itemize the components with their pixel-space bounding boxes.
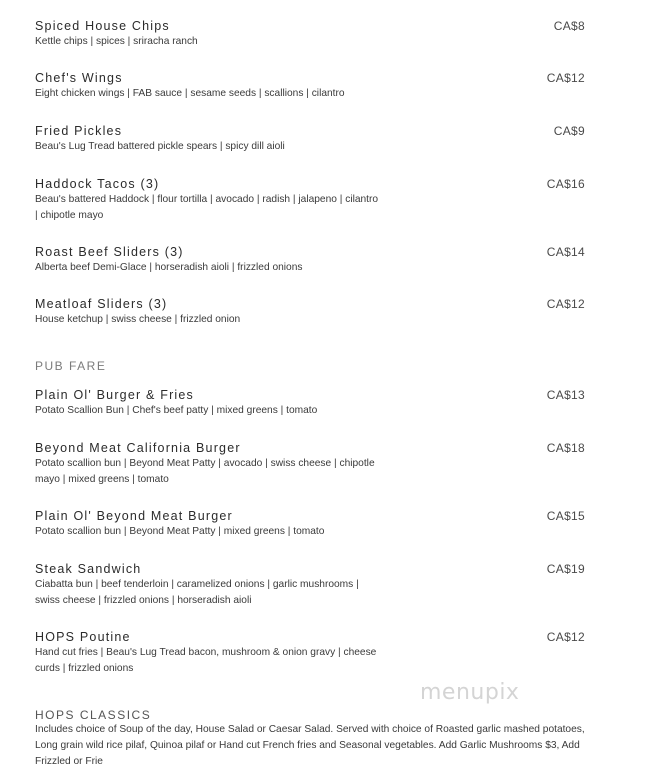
menu-item (35, 629, 595, 677)
item-description: Potato scallion bun | Beyond Meat Patty | avocado | swiss cheese | chipotle mayo | mixed greens | tomato (35, 458, 375, 485)
item-name: Fried Pickles (35, 124, 123, 138)
item-description: Potato scallion bun | Beyond Meat Patty | mixed greens | tomato (35, 526, 325, 537)
item-price: CA$18 (546, 441, 585, 455)
menu-item (35, 561, 595, 609)
menu-item (35, 440, 595, 488)
item-description: Ciabatta bun | beef tenderloin | caramelized onions | garlic mushrooms | swiss cheese | frizzled onions | horseradish aioli (35, 579, 359, 606)
item-price: CA$19 (546, 562, 585, 576)
item-description: Eight chicken wings | FAB sauce | sesame seeds | scallions | cilantro (35, 88, 345, 99)
section-heading-hops-classics: HOPS CLASSICS (35, 708, 152, 722)
menu-item (35, 387, 595, 419)
item-description: Beau's battered Haddock | flour tortilla | avocado | radish | jalapeno | cilantro | chipotle mayo (35, 194, 379, 221)
item-price: CA$12 (546, 71, 585, 85)
item-price: CA$12 (546, 297, 585, 311)
item-name: Beyond Meat California Burger (35, 441, 241, 455)
section-heading-pub-fare: PUB FARE (35, 359, 107, 373)
item-price: CA$8 (553, 19, 585, 33)
watermark: menupix (420, 680, 520, 705)
item-name: Haddock Tacos (3) (35, 177, 160, 191)
item-price: CA$14 (546, 245, 585, 259)
item-description: Kettle chips | spices | sriracha ranch (35, 36, 198, 47)
section-description: Includes choice of Soup of the day, House Salad or Caesar Salad. Served with choice of Roasted garlic mashed potatoes, Long grain wild rice pilaf, Quinoa pilaf or Hand cut French fries and Seasonal vegetables. Add Garlic Mushrooms $3, Add Frizzled or Frie (35, 724, 585, 767)
menu-item (35, 244, 595, 276)
item-name: Chef's Wings (35, 71, 123, 85)
menu-item (35, 508, 595, 540)
menu-item (35, 70, 595, 102)
item-name: Plain Ol' Beyond Meat Burger (35, 509, 233, 523)
item-description: Beau's Lug Tread battered pickle spears | spicy dill aioli (35, 141, 285, 152)
menu-item (35, 123, 595, 155)
menu-item (35, 176, 595, 224)
item-name: Steak Sandwich (35, 562, 142, 576)
item-price: CA$15 (546, 509, 585, 523)
item-name: Plain Ol' Burger & Fries (35, 388, 195, 402)
item-price: CA$13 (546, 388, 585, 402)
item-price: CA$12 (546, 630, 585, 644)
item-name: HOPS Poutine (35, 630, 131, 644)
item-description: Alberta beef Demi-Glace | horseradish aioli | frizzled onions (35, 262, 303, 273)
item-name: Roast Beef Sliders (3) (35, 245, 184, 259)
item-price: CA$16 (546, 177, 585, 191)
item-description: House ketchup | swiss cheese | frizzled onion (35, 314, 241, 325)
item-description: Hand cut fries | Beau's Lug Tread bacon, mushroom & onion gravy | cheese curds | frizzled onions (35, 647, 377, 674)
item-price: CA$9 (553, 124, 585, 138)
item-description: Potato Scallion Bun | Chef's beef patty | mixed greens | tomato (35, 405, 318, 416)
item-name: Meatloaf Sliders (3) (35, 297, 168, 311)
menu-item (35, 18, 595, 50)
menu-item (35, 296, 595, 328)
item-name: Spiced House Chips (35, 19, 170, 33)
